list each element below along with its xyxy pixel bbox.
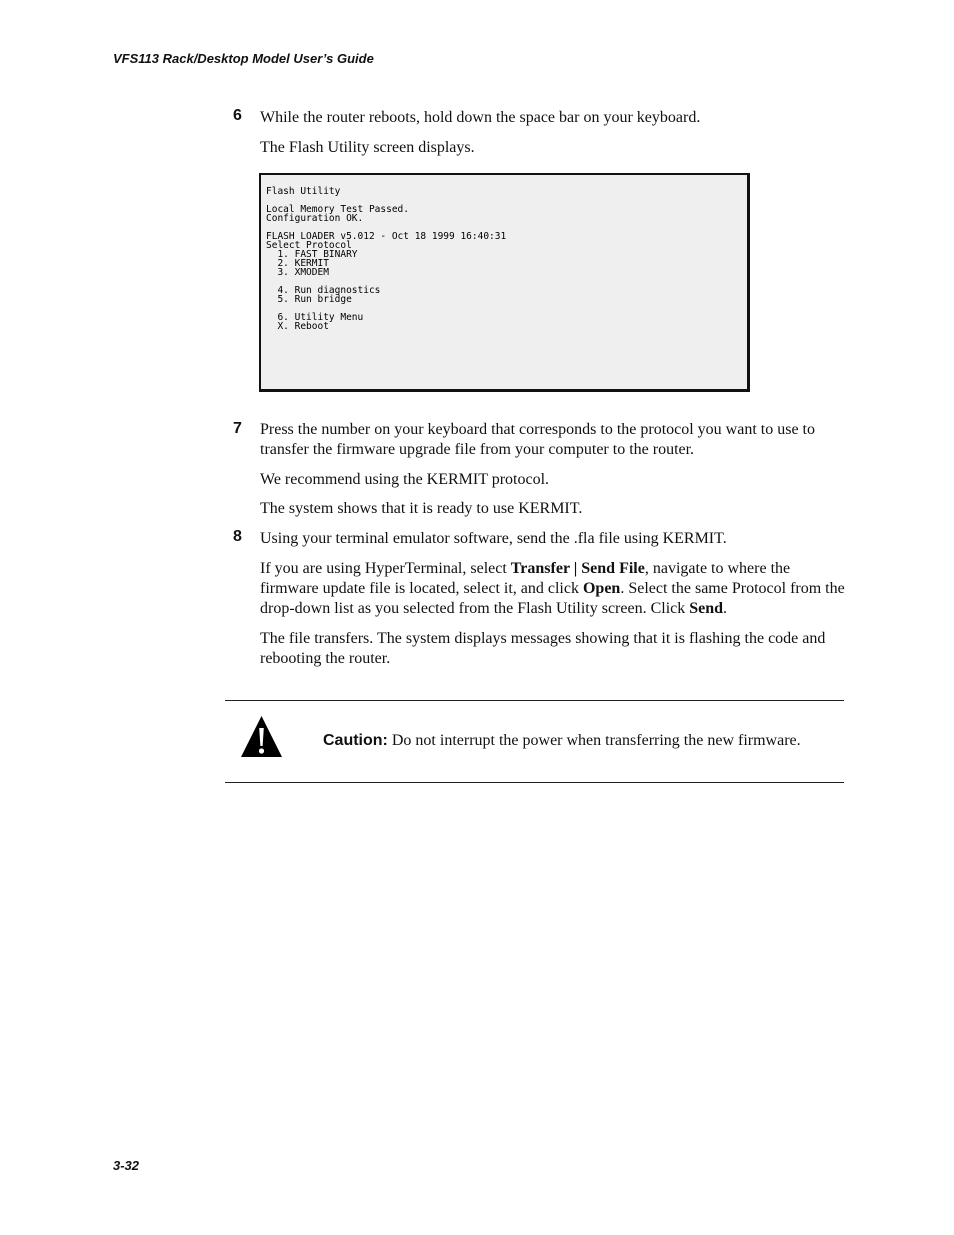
terminal-line: Configuration OK. <box>266 213 364 224</box>
step-6-result: The Flash Utility screen displays. <box>260 139 475 156</box>
flash-utility-screen <box>259 173 750 392</box>
caution-bottom-rule <box>225 782 844 783</box>
step-7-result: The system shows that it is ready to use KERMIT. <box>260 500 583 517</box>
send-command: Send <box>689 600 724 617</box>
step-8-instruction: Using your terminal emulator software, send the .fla file using KERMIT. <box>260 530 727 547</box>
terminal-line: 3. XMODEM <box>266 267 329 278</box>
step-number-6: 6 <box>233 107 242 124</box>
detail-text: , navigate to where the firmware update file is located, select it, and click <box>260 560 791 597</box>
caution-message <box>323 731 801 751</box>
detail-text: . <box>723 600 728 617</box>
detail-text: If you are using HyperTerminal, select <box>260 560 511 577</box>
step-number-8: 8 <box>233 528 242 545</box>
running-head: VFS113 Rack/Desktop Model User’s Guide <box>113 51 374 66</box>
step-8-detail <box>260 559 845 619</box>
terminal-line: 5. Run bridge <box>266 294 352 305</box>
caution-top-rule <box>225 700 844 701</box>
terminal-line: 6. Utility Menu <box>266 312 364 323</box>
step-8-result: The file transfers. The system displays messages showing that it is flashing the code and rebooting the router. <box>260 630 826 667</box>
terminal-line: X. Reboot <box>266 321 329 332</box>
step-7-recommendation: We recommend using the KERMIT protocol. <box>260 471 550 488</box>
terminal-line: 1. FAST BINARY <box>266 249 358 260</box>
terminal-line: FLASH LOADER v5.012 - Oct 18 1999 16:40:31 <box>266 231 507 242</box>
step-number-7: 7 <box>233 420 242 437</box>
menu-path-transfer-send-file: Transfer | Send File <box>510 560 645 577</box>
step-7-instruction: Press the number on your keyboard that corresponds to the protocol you want to use to transfer the firmware upgrade file from your computer to the router. <box>260 421 815 458</box>
terminal-line: Flash Utility <box>266 186 341 197</box>
detail-text: . Select the same Protocol from the drop-down list as you selected from the Flash Utility screen. Click <box>260 580 845 617</box>
open-command: Open <box>582 580 621 597</box>
terminal-line: 2. KERMIT <box>266 258 329 269</box>
caution-label: Caution: <box>323 732 388 749</box>
warning-triangle-icon <box>240 715 283 758</box>
terminal-line: Select Protocol <box>266 240 352 251</box>
step-6-instruction: While the router reboots, hold down the space bar on your keyboard. <box>260 109 701 126</box>
caution-body: Do not interrupt the power when transferring the new firmware. <box>387 732 801 749</box>
terminal-line: 4. Run diagnostics <box>266 285 381 296</box>
page-number: 3-32 <box>113 1158 140 1173</box>
terminal-line: Local Memory Test Passed. <box>266 204 409 215</box>
